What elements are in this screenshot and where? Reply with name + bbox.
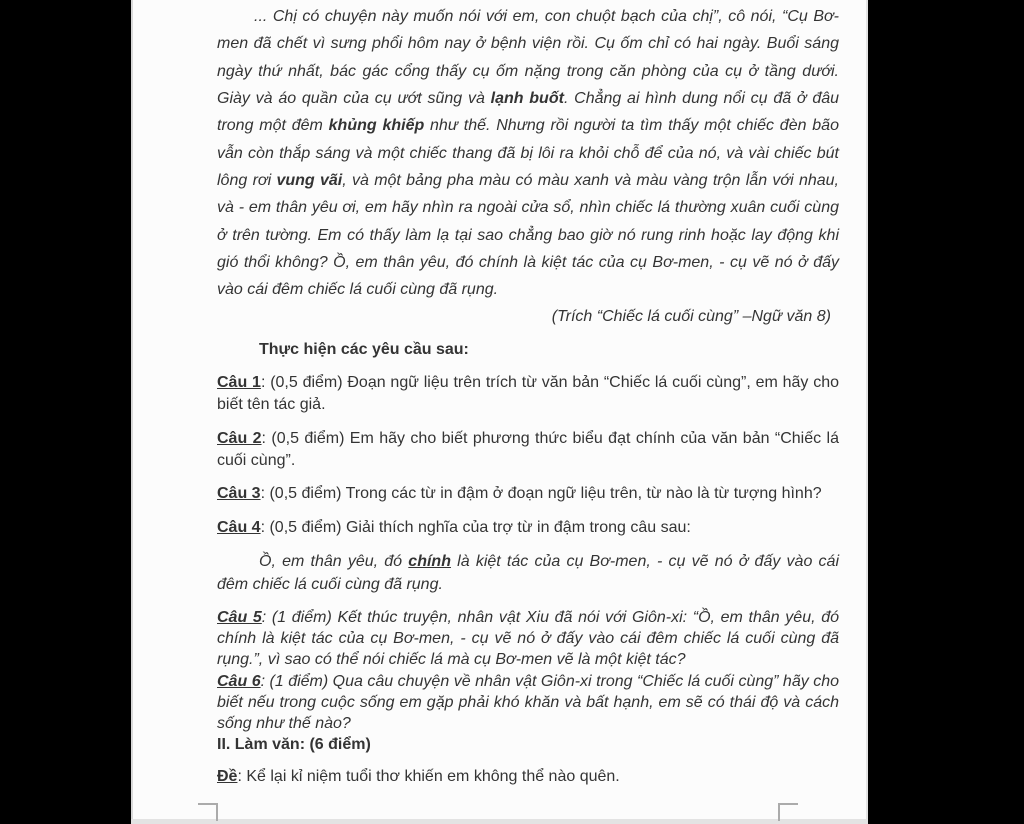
question-4-quote-run-1: chính	[408, 553, 451, 571]
question-4-run-0: Câu 4	[217, 518, 261, 536]
instruction-line	[217, 338, 839, 361]
question-3	[217, 483, 839, 505]
passage-paragraph-run-0: ... Chị có chuyện này muốn nói với em, con chuột bạch của chị”, cô nói, “Cụ Bơ-men đã chết vì sưng phổi hôm nay ở bệnh viện rồi. Cụ ốm chỉ có hai ngày. Buổi sáng ngày thứ nhất, bác gác cổng thấy cụ ốm nặng trong căn phòng của cụ ở tầng dưới. Giày và áo quần của cụ ướt sũng và	[217, 8, 839, 108]
document-content	[217, 3, 839, 788]
question-6-run-0: Câu 6	[217, 672, 261, 690]
question-5	[217, 607, 839, 671]
citation-line	[217, 304, 839, 330]
question-5-run-1: : (1 điểm) Kết thúc truyện, nhân vật Xiu đã nói với Giôn-xi: “Ồ, em thân yêu, đó chính là kiệt tác của cụ Bơ-men, - cụ vẽ nó ở đấy vào cái đêm chiếc lá cuối cùng đã rụng.”, vì sao có thể nói chiếc lá mà cụ Bơ-men vẽ là một kiệt tác?	[217, 609, 840, 669]
question-2	[217, 428, 839, 473]
passage-paragraph-run-6: , và một bảng pha màu có màu xanh và màu vàng trộn lẫn với nhau, và - em thân yêu ơi, em hãy nhìn ra ngoài cửa sổ, nhìn chiếc lá thường xuân cuối cùng ở trên tường. Em có thấy làm lạ tại sao chẳng bao giờ nó rung rinh hoặc lay động khi gió thổi không? Ồ, em thân yêu, đó chính là kiệt tác của cụ Bơ-men, - cụ vẽ nó ở đấy vào cái đêm chiếc lá cuối cùng đã rụng.	[217, 172, 840, 299]
question-3-run-0: Câu 3	[217, 485, 261, 503]
question-4-quote-run-0: Ồ, em thân yêu, đó	[259, 553, 409, 571]
letterbox-left	[0, 0, 131, 824]
letterbox-right	[868, 0, 1024, 824]
section-2-heading-run-0: II. Làm văn: (6 điểm)	[217, 736, 371, 754]
question-4-quote	[217, 551, 839, 596]
question-2-run-0: Câu 2	[217, 429, 262, 447]
passage-paragraph	[217, 3, 839, 304]
question-4-run-1: : (0,5 điểm) Giải thích nghĩa của trợ từ in đậm trong câu sau:	[260, 518, 691, 536]
question-6	[217, 671, 839, 735]
passage-paragraph-run-4: như thế. Nhưng rồi người ta tìm thấy một chiếc đèn bão vẫn còn thắp sáng và một chiếc thang đã bị lôi ra khỏi chỗ để của nó, và vài chiếc bút lông rơi	[217, 117, 839, 190]
page-gap-strip	[131, 819, 868, 824]
essay-topic-run-0: Đề	[217, 768, 238, 786]
question-2-run-1: : (0,5 điểm) Em hãy cho biết phương thức biểu đạt chính của văn bản “Chiếc lá cuối cùng”.	[217, 429, 840, 469]
margin-corner-mark-left	[198, 803, 218, 821]
instruction-line-run-0: Thực hiện các yêu cầu sau:	[259, 340, 469, 358]
section-2-heading	[217, 734, 839, 756]
document-page	[131, 0, 868, 819]
question-4	[217, 517, 839, 539]
essay-topic	[217, 766, 839, 788]
question-1	[217, 372, 839, 417]
question-1-run-0: Câu 1	[217, 373, 261, 391]
question-5-run-0: Câu 5	[217, 609, 262, 627]
passage-paragraph-run-5: vung vãi	[276, 172, 343, 190]
margin-corner-mark-right	[778, 803, 798, 821]
question-4-quote-run-2: là kiệt tác của cụ Bơ-men, - cụ vẽ nó ở đấy vào cái đêm chiếc lá cuối cùng đã rụng.	[217, 553, 839, 593]
passage-paragraph-run-3: khủng khiếp	[328, 117, 425, 135]
passage-paragraph-run-1: lạnh buốt	[490, 90, 564, 108]
question-3-run-1: : (0,5 điểm) Trong các từ in đậm ở đoạn ngữ liệu trên, từ nào là từ tượng hình?	[260, 485, 822, 503]
question-1-run-1: : (0,5 điểm) Đoạn ngữ liệu trên trích từ văn bản “Chiếc lá cuối cùng”, em hãy cho biết tên tác giả.	[217, 373, 839, 414]
citation-line-run-0: (Trích “Chiếc lá cuối cùng” –Ngữ văn 8)	[551, 307, 831, 325]
passage-paragraph-run-2: . Chẳng ai hình dung nổi cụ đã ở đâu trong một đêm	[217, 90, 840, 135]
essay-topic-run-1: : Kể lại kỉ niệm tuổi thơ khiến em không thể nào quên.	[237, 768, 620, 786]
question-6-run-1: : (1 điểm) Qua câu chuyện về nhân vật Giôn-xi trong “Chiếc lá cuối cùng” hãy cho biết nếu trong cuộc sống em gặp phải khó khăn và bất hạnh, em sẽ có thái độ và cách sống như thế nào?	[217, 672, 839, 733]
